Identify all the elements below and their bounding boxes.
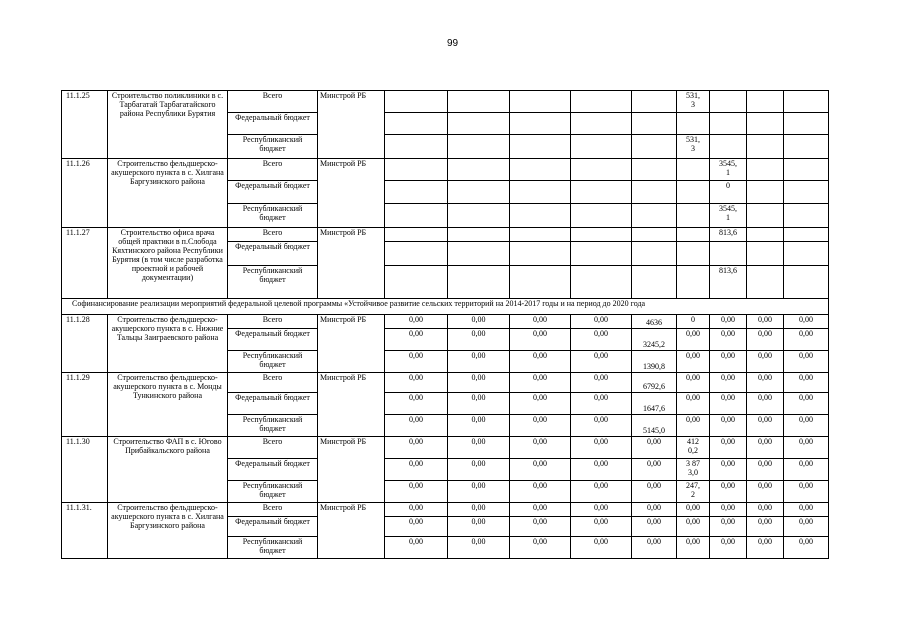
funding-source: Федеральный бюджет xyxy=(228,517,318,537)
value-cell: 1647,6 xyxy=(632,393,677,415)
value-cell: 0,00 xyxy=(510,481,571,503)
table-row xyxy=(62,315,829,329)
funding-source: Всего xyxy=(228,91,318,113)
value-cell: 0,00 xyxy=(448,437,510,459)
funding-source: Республиканский бюджет xyxy=(228,266,318,299)
value-cell xyxy=(510,135,571,159)
value-cell: 3545, 1 xyxy=(710,204,747,228)
value-cell: 0,00 xyxy=(385,437,448,459)
value-cell xyxy=(571,159,632,181)
value-cell: 0,00 xyxy=(747,537,784,559)
value-cell xyxy=(710,242,747,266)
value-cell: 0,00 xyxy=(677,517,710,537)
object-name: Строительство фельдшерско-акушерского пункта в с. Хилгана Баргузинского района xyxy=(108,159,228,228)
value-cell: 0,00 xyxy=(385,329,448,351)
value-cell: 0,00 xyxy=(747,517,784,537)
funding-source: Всего xyxy=(228,159,318,181)
value-cell: 6792,6 xyxy=(632,373,677,393)
funding-source: Республиканский бюджет xyxy=(228,415,318,437)
value-cell: 3 87 3,0 xyxy=(677,459,710,481)
value-cell: 0,00 xyxy=(510,415,571,437)
funding-source: Федеральный бюджет xyxy=(228,181,318,204)
value-cell: 0,00 xyxy=(385,517,448,537)
value-cell: 0,00 xyxy=(710,373,747,393)
responsible-executor: Минстрой РБ xyxy=(318,503,385,559)
value-cell: 0,00 xyxy=(571,315,632,329)
value-cell xyxy=(710,91,747,113)
value-cell: 0,00 xyxy=(385,537,448,559)
value-cell: 0,00 xyxy=(510,393,571,415)
value-cell: 0,00 xyxy=(448,329,510,351)
value-cell xyxy=(510,113,571,135)
value-cell xyxy=(510,91,571,113)
value-cell: 0 xyxy=(677,315,710,329)
value-cell xyxy=(448,91,510,113)
value-cell: 0,00 xyxy=(784,393,829,415)
value-cell xyxy=(571,204,632,228)
budget-table xyxy=(61,90,829,559)
table-row xyxy=(62,91,829,113)
value-cell: 1390,8 xyxy=(632,351,677,373)
funding-source: Республиканский бюджет xyxy=(228,204,318,228)
value-cell: 0,00 xyxy=(448,459,510,481)
value-cell xyxy=(632,204,677,228)
value-cell: 0,00 xyxy=(677,537,710,559)
row-code: 11.1.30 xyxy=(62,437,108,503)
value-cell xyxy=(385,242,448,266)
value-cell xyxy=(571,266,632,299)
value-cell: 0,00 xyxy=(710,517,747,537)
row-code: 11.1.27 xyxy=(62,228,108,299)
value-cell: 0,00 xyxy=(747,481,784,503)
responsible-executor: Минстрой РБ xyxy=(318,91,385,159)
value-cell xyxy=(677,204,710,228)
value-cell xyxy=(448,113,510,135)
value-cell xyxy=(385,113,448,135)
value-cell: 0,00 xyxy=(448,351,510,373)
value-cell: 0,00 xyxy=(571,373,632,393)
value-cell: 0,00 xyxy=(510,329,571,351)
value-cell: 0,00 xyxy=(632,503,677,517)
value-cell: 0,00 xyxy=(784,459,829,481)
value-cell: 0,00 xyxy=(510,503,571,517)
value-cell: 0,00 xyxy=(784,415,829,437)
table-row xyxy=(62,159,829,181)
value-cell: 0,00 xyxy=(784,437,829,459)
value-cell xyxy=(510,181,571,204)
value-cell xyxy=(385,159,448,181)
value-cell xyxy=(510,228,571,242)
value-cell xyxy=(632,228,677,242)
value-cell xyxy=(385,228,448,242)
value-cell xyxy=(784,181,829,204)
table-body-top xyxy=(62,91,829,299)
value-cell xyxy=(747,135,784,159)
value-cell: 0,00 xyxy=(571,517,632,537)
value-cell xyxy=(747,181,784,204)
row-code: 11.1.25 xyxy=(62,91,108,159)
responsible-executor: Минстрой РБ xyxy=(318,373,385,437)
value-cell: 0,00 xyxy=(385,315,448,329)
value-cell xyxy=(747,266,784,299)
value-cell: 0,00 xyxy=(784,351,829,373)
value-cell xyxy=(632,242,677,266)
value-cell: 0,00 xyxy=(677,503,710,517)
funding-source: Республиканский бюджет xyxy=(228,351,318,373)
row-code: 11.1.31. xyxy=(62,503,108,559)
value-cell: 0,00 xyxy=(632,517,677,537)
value-cell xyxy=(677,242,710,266)
value-cell: 0,00 xyxy=(510,315,571,329)
value-cell: 0,00 xyxy=(510,373,571,393)
value-cell: 0 xyxy=(710,181,747,204)
value-cell xyxy=(677,181,710,204)
funding-source: Федеральный бюджет xyxy=(228,459,318,481)
value-cell xyxy=(571,91,632,113)
value-cell: 0,00 xyxy=(571,503,632,517)
value-cell: 0,00 xyxy=(710,351,747,373)
value-cell: 0,00 xyxy=(677,329,710,351)
value-cell: 0,00 xyxy=(784,373,829,393)
object-name: Строительство фельдшерско-акушерского пункта в с. Монды Тункинского района xyxy=(108,373,228,437)
value-cell: 0,00 xyxy=(571,437,632,459)
value-cell xyxy=(448,204,510,228)
value-cell xyxy=(677,228,710,242)
value-cell: 0,00 xyxy=(710,393,747,415)
value-cell: 0,00 xyxy=(510,517,571,537)
value-cell: 0,00 xyxy=(784,481,829,503)
page-number: 99 xyxy=(446,38,459,49)
row-code: 11.1.26 xyxy=(62,159,108,228)
row-code: 11.1.28 xyxy=(62,315,108,373)
value-cell xyxy=(784,204,829,228)
value-cell xyxy=(571,242,632,266)
value-cell: 0,00 xyxy=(385,393,448,415)
funding-source: Федеральный бюджет xyxy=(228,329,318,351)
value-cell xyxy=(747,113,784,135)
table-body-bottom xyxy=(62,315,829,559)
value-cell: 813,6 xyxy=(710,228,747,242)
value-cell xyxy=(385,91,448,113)
value-cell: 531, 3 xyxy=(677,91,710,113)
value-cell: 247, 2 xyxy=(677,481,710,503)
funding-source: Всего xyxy=(228,315,318,329)
table-row xyxy=(62,437,829,459)
funding-source: Республиканский бюджет xyxy=(228,537,318,559)
value-cell: 0,00 xyxy=(784,537,829,559)
value-cell xyxy=(448,266,510,299)
value-cell: 531, 3 xyxy=(677,135,710,159)
table-row xyxy=(62,373,829,393)
value-cell: 0,00 xyxy=(385,503,448,517)
value-cell: 0,00 xyxy=(677,373,710,393)
value-cell: 0,00 xyxy=(448,415,510,437)
funding-source: Всего xyxy=(228,373,318,393)
value-cell xyxy=(747,204,784,228)
value-cell xyxy=(677,266,710,299)
value-cell xyxy=(448,242,510,266)
value-cell: 0,00 xyxy=(747,351,784,373)
value-cell xyxy=(747,91,784,113)
value-cell xyxy=(710,135,747,159)
value-cell xyxy=(632,266,677,299)
value-cell: 0,00 xyxy=(632,537,677,559)
value-cell xyxy=(510,242,571,266)
value-cell xyxy=(571,181,632,204)
funding-source: Федеральный бюджет xyxy=(228,113,318,135)
value-cell: 0,00 xyxy=(510,351,571,373)
responsible-executor: Минстрой РБ xyxy=(318,159,385,228)
object-name: Строительство офиса врача общей практики в п.Слобода Кяхтинского района Республики Бурятия (в том числе разработка проектной и рабочей документации) xyxy=(108,228,228,299)
value-cell: 0,00 xyxy=(677,415,710,437)
responsible-executor: Минстрой РБ xyxy=(318,228,385,299)
value-cell xyxy=(448,228,510,242)
object-name: Строительство поликлиники в с. Тарбагатай Тарбагатайского района Республики Бурятия xyxy=(108,91,228,159)
value-cell xyxy=(784,159,829,181)
table-row xyxy=(62,228,829,242)
value-cell xyxy=(510,204,571,228)
value-cell: 0,00 xyxy=(571,415,632,437)
value-cell: 0,00 xyxy=(747,315,784,329)
value-cell: 0,00 xyxy=(632,459,677,481)
value-cell: 0,00 xyxy=(385,459,448,481)
value-cell: 412 0,2 xyxy=(677,437,710,459)
value-cell: 0,00 xyxy=(632,437,677,459)
responsible-executor: Минстрой РБ xyxy=(318,437,385,503)
value-cell xyxy=(784,135,829,159)
row-code: 11.1.29 xyxy=(62,373,108,437)
value-cell: 0,00 xyxy=(747,329,784,351)
value-cell xyxy=(747,159,784,181)
value-cell: 0,00 xyxy=(677,393,710,415)
object-name: Строительство фельдшерско-акушерского пункта в с. Хилгана Баргузинского района xyxy=(108,503,228,559)
value-cell: 0,00 xyxy=(385,415,448,437)
value-cell xyxy=(632,181,677,204)
value-cell: 0,00 xyxy=(510,459,571,481)
value-cell: 0,00 xyxy=(747,459,784,481)
value-cell: 0,00 xyxy=(448,537,510,559)
value-cell xyxy=(784,266,829,299)
value-cell xyxy=(385,266,448,299)
funding-source: Республиканский бюджет xyxy=(228,135,318,159)
value-cell xyxy=(448,135,510,159)
value-cell: 0,00 xyxy=(385,481,448,503)
value-cell: 0,00 xyxy=(747,393,784,415)
table-row xyxy=(62,503,829,517)
value-cell: 0,00 xyxy=(571,459,632,481)
value-cell xyxy=(510,266,571,299)
value-cell xyxy=(632,113,677,135)
value-cell xyxy=(571,135,632,159)
value-cell xyxy=(385,204,448,228)
value-cell xyxy=(747,228,784,242)
value-cell: 0,00 xyxy=(448,315,510,329)
value-cell: 0,00 xyxy=(710,329,747,351)
funding-source: Всего xyxy=(228,437,318,459)
funding-source: Всего xyxy=(228,503,318,517)
object-name: Строительство ФАП в с. Югово Прибайкальского района xyxy=(108,437,228,503)
value-cell: 0,00 xyxy=(710,537,747,559)
value-cell: 813,6 xyxy=(710,266,747,299)
value-cell: 0,00 xyxy=(571,351,632,373)
value-cell: 0,00 xyxy=(448,517,510,537)
value-cell xyxy=(385,181,448,204)
value-cell: 0,00 xyxy=(710,503,747,517)
value-cell xyxy=(677,113,710,135)
value-cell xyxy=(510,159,571,181)
value-cell: 0,00 xyxy=(385,351,448,373)
value-cell xyxy=(571,228,632,242)
value-cell: 0,00 xyxy=(710,437,747,459)
value-cell: 0,00 xyxy=(710,459,747,481)
value-cell xyxy=(710,113,747,135)
responsible-executor: Минстрой РБ xyxy=(318,315,385,373)
value-cell xyxy=(784,228,829,242)
value-cell: 0,00 xyxy=(571,537,632,559)
value-cell: 0,00 xyxy=(510,537,571,559)
value-cell: 0,00 xyxy=(747,373,784,393)
value-cell xyxy=(448,159,510,181)
value-cell: 0,00 xyxy=(448,503,510,517)
value-cell: 0,00 xyxy=(448,481,510,503)
value-cell: 0,00 xyxy=(747,437,784,459)
value-cell: 0,00 xyxy=(385,373,448,393)
value-cell xyxy=(747,242,784,266)
value-cell: 0,00 xyxy=(747,415,784,437)
value-cell xyxy=(448,181,510,204)
funding-source: Всего xyxy=(228,228,318,242)
object-name: Строительство фельдшерско-акушерского пункта в с. Нижние Тальцы Заиграевского района xyxy=(108,315,228,373)
value-cell: 0,00 xyxy=(784,315,829,329)
value-cell: 3545, 1 xyxy=(710,159,747,181)
funding-source: Республиканский бюджет xyxy=(228,481,318,503)
funding-source: Федеральный бюджет xyxy=(228,393,318,415)
value-cell xyxy=(677,159,710,181)
value-cell xyxy=(385,135,448,159)
table-banner xyxy=(62,299,829,315)
value-cell: 0,00 xyxy=(677,351,710,373)
value-cell: 0,00 xyxy=(571,481,632,503)
funding-source: Федеральный бюджет xyxy=(228,242,318,266)
value-cell: 0,00 xyxy=(747,503,784,517)
value-cell: 0,00 xyxy=(784,329,829,351)
value-cell: 0,00 xyxy=(510,437,571,459)
value-cell: 0,00 xyxy=(571,329,632,351)
value-cell: 0,00 xyxy=(448,373,510,393)
value-cell xyxy=(784,113,829,135)
value-cell: 0,00 xyxy=(784,503,829,517)
value-cell: 0,00 xyxy=(448,393,510,415)
value-cell: 0,00 xyxy=(571,393,632,415)
value-cell: 4636 xyxy=(632,315,677,329)
program-banner: Софинансирование реализации мероприятий федеральной целевой программы «Устойчивое развитие сельских территорий на 2014-2017 годы и на период до 2020 года xyxy=(62,299,829,315)
value-cell: 0,00 xyxy=(710,315,747,329)
value-cell: 5145,0 xyxy=(632,415,677,437)
value-cell: 3245,2 xyxy=(632,329,677,351)
value-cell: 0,00 xyxy=(710,481,747,503)
value-cell xyxy=(571,113,632,135)
value-cell xyxy=(784,91,829,113)
value-cell: 0,00 xyxy=(632,481,677,503)
value-cell: 0,00 xyxy=(784,517,829,537)
value-cell xyxy=(632,135,677,159)
value-cell: 0,00 xyxy=(710,415,747,437)
value-cell xyxy=(632,91,677,113)
value-cell xyxy=(632,159,677,181)
value-cell xyxy=(784,242,829,266)
